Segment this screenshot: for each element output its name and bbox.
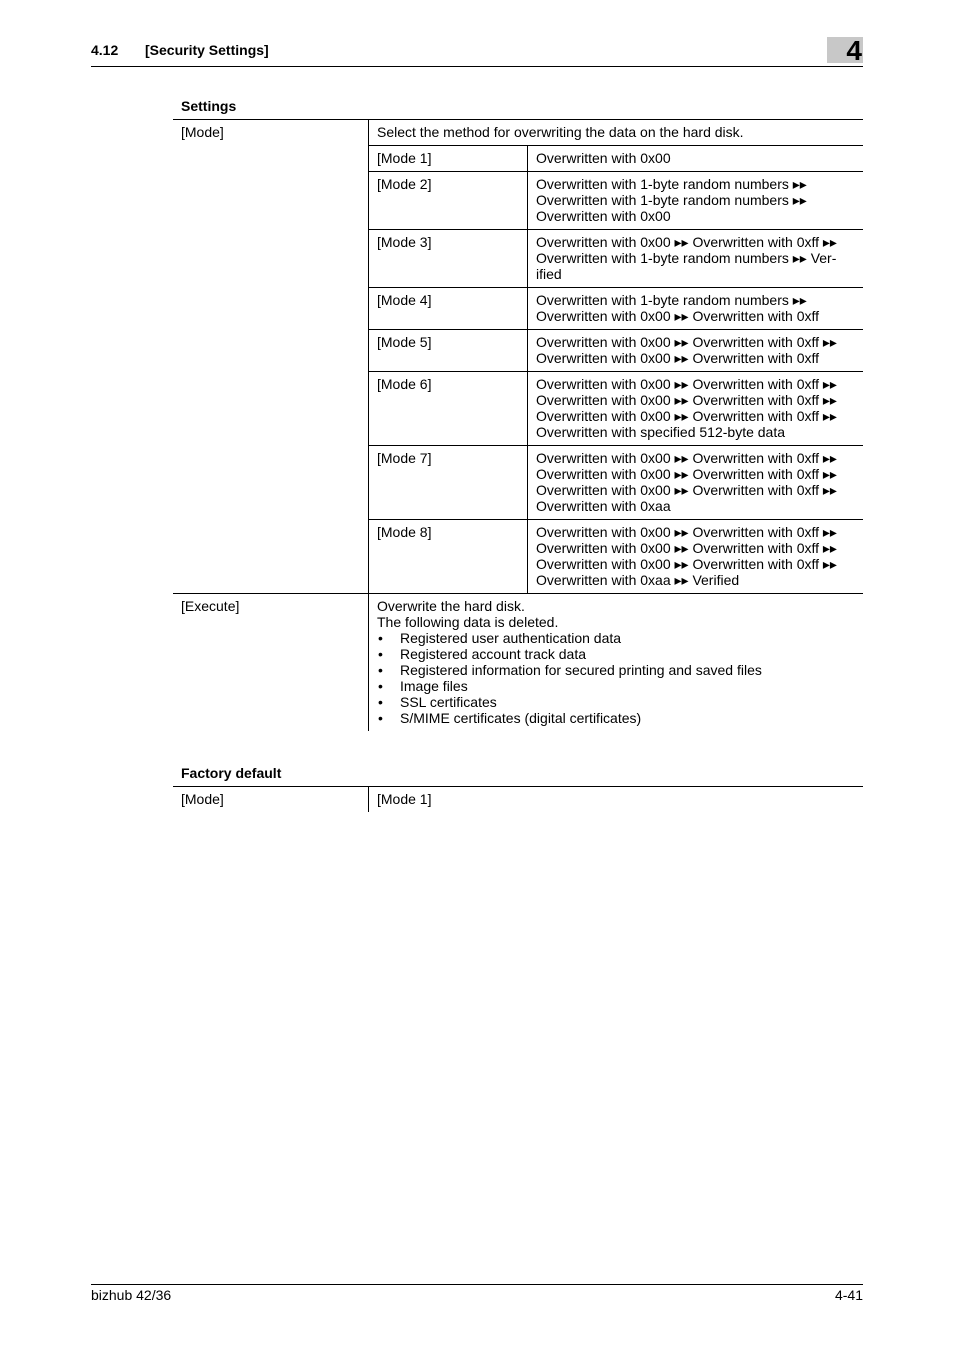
table-row xyxy=(173,787,863,813)
method-line: Overwritten with 0x00 ▸▸ Overwritten with 0xff ▸▸ xyxy=(536,556,837,572)
method-line: Overwritten with 1-byte random numbers ▸▸ xyxy=(536,176,807,192)
list-item: • Registered information for secured printing and saved files xyxy=(377,662,855,678)
product-name: bizhub 42/36 xyxy=(91,1287,172,1303)
mode-method xyxy=(528,230,864,288)
factory-default-label: [Mode] xyxy=(173,787,369,813)
mode-name: [Mode 8] xyxy=(369,520,528,594)
deleted-data-list xyxy=(377,630,855,726)
method-line: Overwritten with 0x00 xyxy=(536,208,671,224)
mode-name: [Mode 4] xyxy=(369,288,528,330)
mode-description-row xyxy=(173,120,863,146)
method-line: Overwritten with 0x00 xyxy=(536,150,671,166)
method-line: Overwritten with 0x00 ▸▸ Overwritten with 0xff xyxy=(536,308,820,324)
execute-description xyxy=(369,594,864,732)
method-line: Overwritten with 0x00 ▸▸ Overwritten with 0xff ▸▸ xyxy=(536,376,837,392)
method-line: Overwritten with 1-byte random numbers ▸▸ xyxy=(536,192,807,208)
method-line: Overwritten with 0x00 ▸▸ Overwritten with 0xff ▸▸ xyxy=(536,392,837,408)
method-line: Overwritten with 0x00 ▸▸ Overwritten with 0xff ▸▸ xyxy=(536,466,837,482)
list-item: • Image files xyxy=(377,678,855,694)
section-number: 4.12 xyxy=(91,42,119,58)
method-line: Overwritten with 1-byte random numbers ▸▸ Ver- xyxy=(536,250,837,266)
list-item: • Registered account track data xyxy=(377,646,855,662)
mode-method xyxy=(528,446,864,520)
execute-line: Overwrite the hard disk. xyxy=(377,598,525,614)
method-line: Overwritten with 0x00 ▸▸ Overwritten with 0xff ▸▸ xyxy=(536,540,837,556)
method-line: Overwritten with 0xaa xyxy=(536,498,671,514)
chapter-number: 4 xyxy=(846,35,862,66)
execute-row xyxy=(173,594,863,732)
mode-method xyxy=(528,146,864,172)
method-line: Overwritten with 0xaa ▸▸ Verified xyxy=(536,572,740,588)
mode-label: [Mode] xyxy=(173,120,369,594)
settings-heading: Settings xyxy=(181,98,237,114)
factory-default-heading: Factory default xyxy=(181,765,282,781)
mode-name: [Mode 5] xyxy=(369,330,528,372)
method-line: Overwritten with 0x00 ▸▸ Overwritten with 0xff ▸▸ xyxy=(536,524,837,540)
section-title: [Security Settings] xyxy=(145,42,269,58)
list-item: • S/MIME certificates (digital certificates) xyxy=(377,710,855,726)
execute-label: [Execute] xyxy=(173,594,369,732)
page-header xyxy=(91,35,863,67)
method-line: Overwritten with 0x00 ▸▸ Overwritten with 0xff ▸▸ xyxy=(536,450,837,466)
method-line: Overwritten with 0x00 ▸▸ Overwritten with 0xff ▸▸ xyxy=(536,334,837,350)
mode-name: [Mode 2] xyxy=(369,172,528,230)
settings-table xyxy=(173,119,863,731)
mode-method xyxy=(528,520,864,594)
factory-default-table xyxy=(173,786,863,812)
list-item: • Registered user authentication data xyxy=(377,630,855,646)
method-line: Overwritten with 0x00 ▸▸ Overwritten with 0xff ▸▸ xyxy=(536,234,837,250)
mode-method xyxy=(528,330,864,372)
page-footer xyxy=(91,1284,863,1303)
execute-line: The following data is deleted. xyxy=(377,614,559,630)
mode-method xyxy=(528,372,864,446)
mode-description: Select the method for overwriting the data on the hard disk. xyxy=(369,120,864,146)
method-line: Overwritten with 0x00 ▸▸ Overwritten with 0xff ▸▸ xyxy=(536,482,837,498)
mode-name: [Mode 3] xyxy=(369,230,528,288)
method-line: ified xyxy=(536,266,562,282)
mode-name: [Mode 6] xyxy=(369,372,528,446)
method-line: Overwritten with 1-byte random numbers ▸▸ xyxy=(536,292,807,308)
factory-default-value: [Mode 1] xyxy=(369,787,864,813)
method-line: Overwritten with 0x00 ▸▸ Overwritten with 0xff xyxy=(536,350,820,366)
method-line: Overwritten with 0x00 ▸▸ Overwritten with 0xff ▸▸ xyxy=(536,408,837,424)
method-line: Overwritten with specified 512-byte data xyxy=(536,424,786,440)
list-item: • SSL certificates xyxy=(377,694,855,710)
mode-name: [Mode 1] xyxy=(369,146,528,172)
mode-name: [Mode 7] xyxy=(369,446,528,520)
mode-method xyxy=(528,288,864,330)
page-number: 4-41 xyxy=(834,1287,863,1303)
mode-method xyxy=(528,172,864,230)
